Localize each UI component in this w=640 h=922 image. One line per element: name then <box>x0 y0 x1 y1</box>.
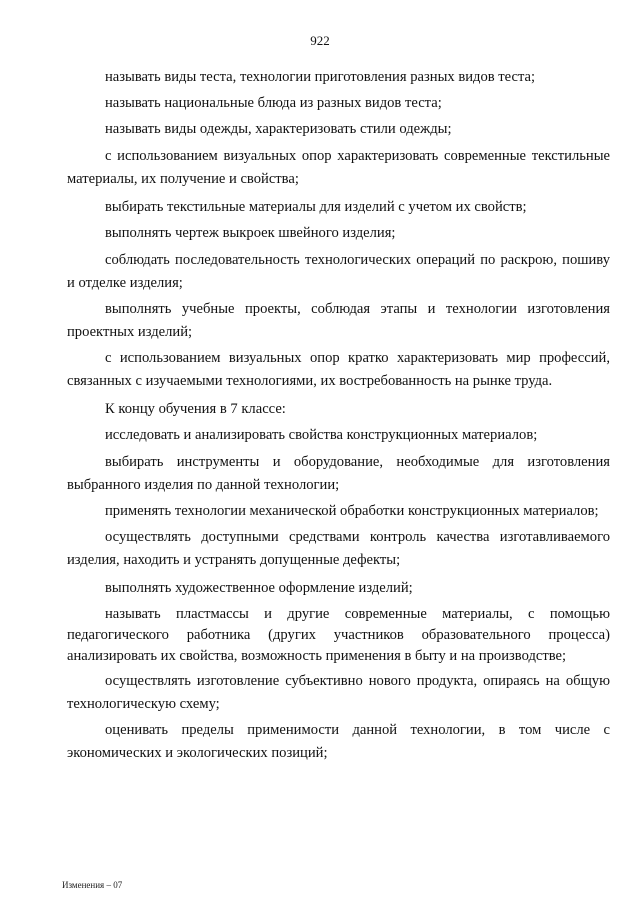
list-item: выполнять чертеж выкроек швейного изделия; <box>105 225 396 241</box>
list-item: называть пластмассы и другие современные материалы, с помощью педагогического работника (других участников образовательного процесса) анализировать их свойства, возможность применения в быту и на производстве; <box>67 606 610 664</box>
footer-revision: Изменения – 07 <box>62 880 123 890</box>
list-item: с использованием визуальных опор характеризовать современные текстильные материалы, их получение и свойства; <box>67 148 610 187</box>
list-item: осуществлять доступными средствами контроль качества изготавливаемого изделия, находить и устранять допущенные дефекты; <box>67 529 610 568</box>
list-item: выполнять учебные проекты, соблюдая этапы и технологии изготовления проектных изделий; <box>67 301 610 340</box>
list-item: с использованием визуальных опор кратко характеризовать мир профессий, связанных с изучаемыми технологиями, их востребованность на рынке труда. <box>67 350 610 389</box>
list-item: называть национальные блюда из разных видов теста; <box>105 95 442 111</box>
list-item: оценивать пределы применимости данной технологии, в том числе с экономических и экологических позиций; <box>67 722 610 761</box>
list-item: соблюдать последовательность технологических операций по раскрою, пошиву и отделке изделия; <box>67 252 610 291</box>
list-item: исследовать и анализировать свойства конструкционных материалов; <box>105 427 538 443</box>
list-item: выбирать текстильные материалы для изделий с учетом их свойств; <box>105 199 527 215</box>
list-item: называть виды теста, технологии приготовления разных видов теста; <box>105 69 536 85</box>
page-content <box>67 64 610 768</box>
section-heading: К концу обучения в 7 классе: <box>105 401 286 417</box>
list-item: называть виды одежды, характеризовать стили одежды; <box>105 121 452 137</box>
list-item: осуществлять изготовление субъективно нового продукта, опираясь на общую технологическую схему; <box>67 673 610 712</box>
list-item: выбирать инструменты и оборудование, необходимые для изготовления выбранного изделия по данной технологии; <box>67 454 610 493</box>
list-item: применять технологии механической обработки конструкционных материалов; <box>105 503 599 519</box>
page-number: 922 <box>310 33 330 48</box>
list-item: выполнять художественное оформление изделий; <box>105 580 413 596</box>
